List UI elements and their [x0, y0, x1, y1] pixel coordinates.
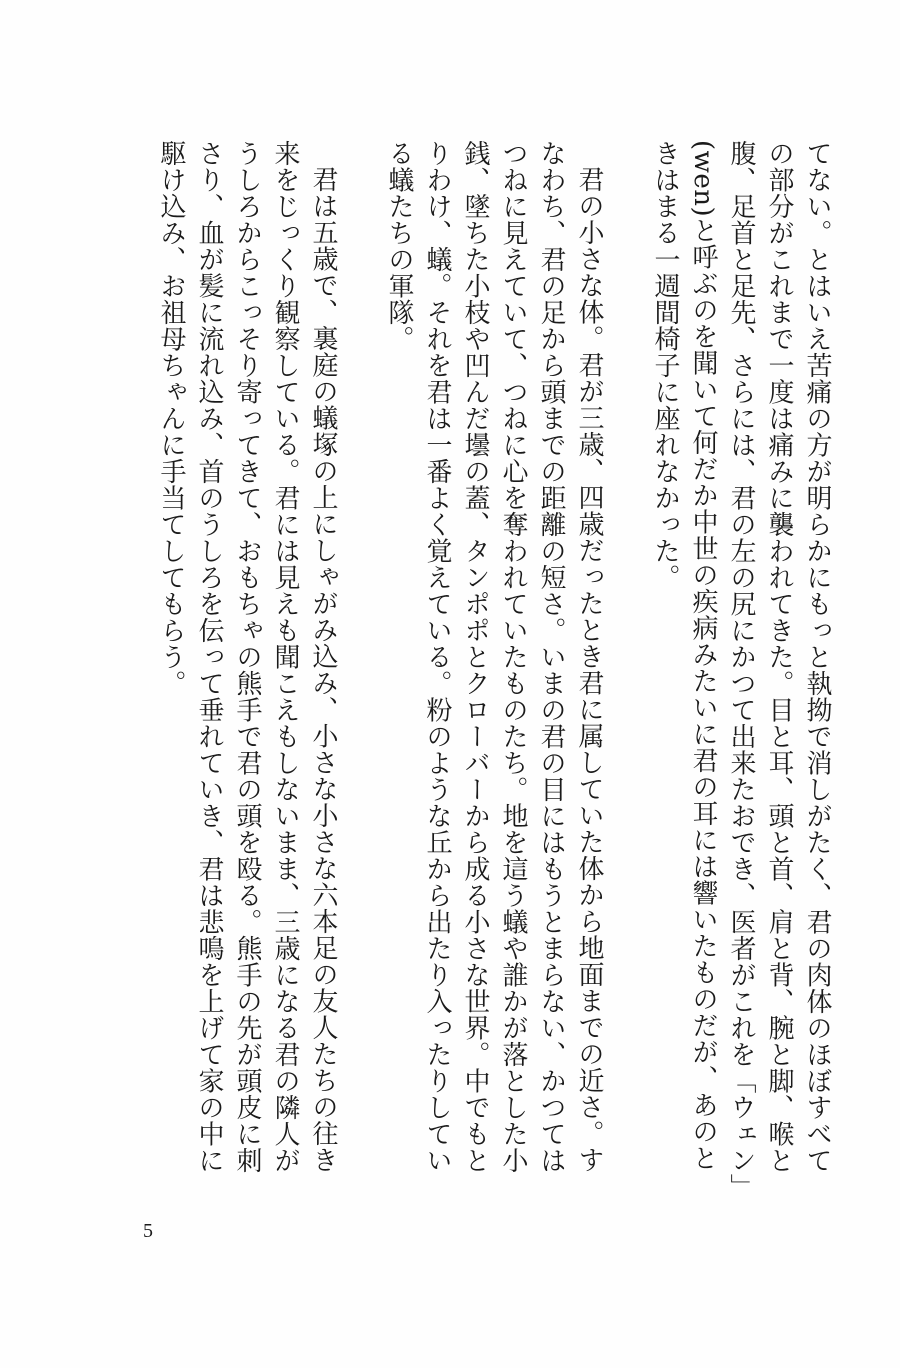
page-number: 5	[143, 1220, 153, 1242]
paragraph-3: 君は五歳で、裏庭の蟻塚の上にしゃがみ込み、小さな小さな六本足の友人たちの往き来をじっくり観察している。君には見えも聞こえもしないまま、三歳になる君の隣人がうしろからこっそり寄ってきて、おもちゃの熊手で君の頭を殴る。熊手の先が頭皮に刺さり、血が髪に流れ込み、首のうしろを伝って垂れていき、君は悲鳴を上げて家の中に駆け込み、お祖母ちゃんに手当てしてもらう。	[156, 140, 338, 1174]
paragraph-2: 君の小さな体。君が三歳、四歳だったとき君に属していた体から地面までの近さ。すなわち、君の足から頭までの距離の短さ。いまの君の目にはもうとまらない、かつてはつねに見えていて、つねに心を奪われていたものたち。地を這う蟻や誰かが落とした小銭、墜ちた小枝や凹んだ壜の蓋、タンポポとクローバーから成る小さな世界。中でもとりわけ、蟻。それを君は一番よく覚えている。粉のような丘から出たり入ったりしている蟻たちの軍隊。	[384, 140, 604, 1174]
vertical-text-body	[136, 140, 836, 1190]
paragraph-1: てない。とはいえ苦痛の方が明らかにもっと執拗で消しがたく、君の肉体のほぼすべての部分がこれまで一度は痛みに襲われてきた。目と耳、頭と首、肩と背、腕と脚、喉と腹、足首と足先、さらには、君の左の尻にかつて出来たおでき、医者がこれを「ウェン」(wen)と呼ぶのを聞いて何だか中世の疾病みたいに君の耳には響いたものだが、あのときはまる一週間椅子に座れなかった。	[650, 140, 832, 1187]
